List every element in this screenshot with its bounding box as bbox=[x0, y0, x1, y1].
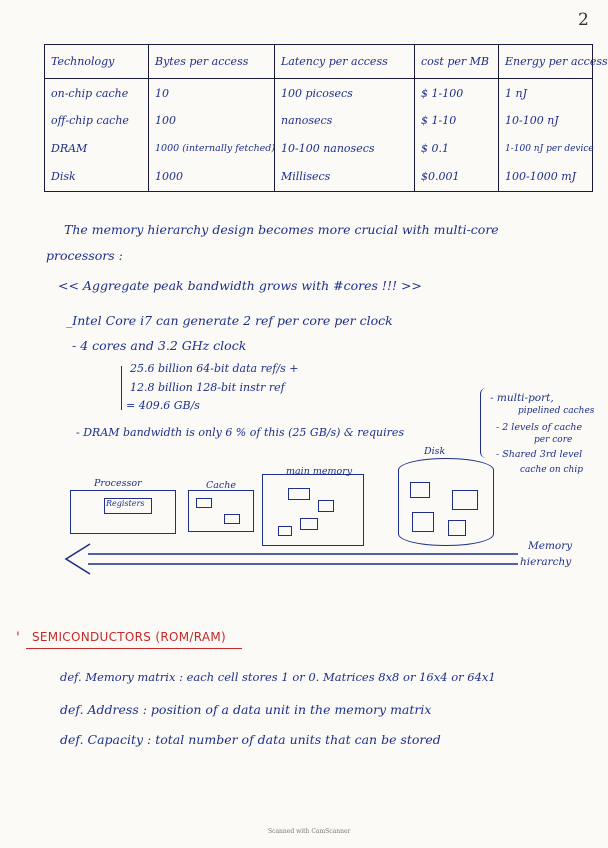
memory-block bbox=[278, 526, 292, 536]
table-cell: 1-100 nJ per device bbox=[499, 135, 593, 163]
bandwidth-line-2: 12.8 billion 128-bit instr ref bbox=[130, 381, 285, 394]
aggregate-bandwidth-note: << Aggregate peak bandwidth grows with #cores !!! >> bbox=[58, 278, 422, 293]
table-cell: DRAM bbox=[45, 135, 149, 163]
definition-capacity: def. Capacity : total number of data units that can be stored bbox=[60, 732, 441, 747]
page-number: 2 bbox=[578, 10, 589, 30]
disk-block bbox=[452, 490, 478, 510]
disk-cylinder bbox=[398, 458, 494, 546]
intel-core-note: _Intel Core i7 can generate 2 ref per core per clock bbox=[66, 313, 393, 328]
table-cell: 100-1000 mJ bbox=[499, 163, 593, 192]
table-cell: $0.001 bbox=[415, 163, 499, 192]
header-energy: Energy per access bbox=[499, 45, 593, 79]
table-cell: $ 1-100 bbox=[415, 79, 499, 108]
table-cell: 100 picosecs bbox=[275, 79, 415, 108]
disk-block bbox=[410, 482, 430, 498]
cores-clock-note: - 4 cores and 3.2 GHz clock bbox=[72, 338, 247, 353]
table-cell: nanosecs bbox=[275, 107, 415, 135]
side-note-4: per core bbox=[534, 435, 573, 445]
arrow-label-1: Memory bbox=[528, 540, 573, 552]
disk-label: Disk bbox=[424, 446, 446, 457]
arrow-label-2: hierarchy bbox=[520, 556, 572, 568]
side-brace bbox=[480, 388, 487, 458]
header-technology: Technology bbox=[45, 45, 149, 79]
bandwidth-line-3: = 409.6 GB/s bbox=[126, 399, 200, 412]
memory-block bbox=[300, 518, 318, 530]
definition-memory-matrix: def. Memory matrix : each cell stores 1 or 0. Matrices 8x8 or 16x4 or 64x1 bbox=[60, 670, 496, 684]
dram-bandwidth-note: - DRAM bandwidth is only 6 % of this (25 GB/s) & requires bbox=[76, 426, 405, 439]
table-cell: 100 bbox=[149, 107, 275, 135]
intro-line-1: The memory hierarchy design becomes more crucial with multi-core bbox=[64, 222, 499, 237]
cache-line-b bbox=[224, 514, 240, 524]
table-cell: 10-100 nJ bbox=[499, 107, 593, 135]
table-header-row bbox=[45, 45, 593, 79]
registers-label: Registers bbox=[106, 499, 145, 508]
section-marker: ' bbox=[16, 630, 20, 646]
table-cell: 10 bbox=[149, 79, 275, 108]
table-cell: 1 nJ bbox=[499, 79, 593, 108]
cache-box bbox=[188, 490, 254, 532]
hierarchy-arrow bbox=[60, 540, 520, 580]
definition-address: def. Address : position of a data unit in the memory matrix bbox=[60, 702, 432, 717]
memory-block bbox=[318, 500, 334, 512]
scanner-footer: Scanned with CamScanner bbox=[268, 828, 351, 835]
table-cell: Millisecs bbox=[275, 163, 415, 192]
table-cell: 1000 (internally fetched) bbox=[149, 135, 275, 163]
table-row bbox=[45, 79, 593, 108]
intro-line-2: processors : bbox=[46, 248, 123, 263]
processor-label: Processor bbox=[94, 478, 142, 489]
bandwidth-line-1: 25.6 billion 64-bit data ref/s + bbox=[130, 362, 299, 375]
side-note-3: - 2 levels of cache bbox=[496, 422, 583, 433]
memory-technology-table bbox=[44, 44, 608, 192]
side-note-1: - multi-port, bbox=[490, 392, 554, 404]
table-cell: off-chip cache bbox=[45, 107, 149, 135]
memory-block bbox=[288, 488, 310, 500]
side-note-6: cache on chip bbox=[520, 465, 583, 475]
table-cell: on-chip cache bbox=[45, 79, 149, 108]
table-row bbox=[45, 163, 593, 192]
table-cell: Disk bbox=[45, 163, 149, 192]
table-cell: $ 1-10 bbox=[415, 107, 499, 135]
disk-block bbox=[448, 520, 466, 536]
section-title: SEMICONDUCTORS (ROM/RAM) bbox=[32, 630, 226, 644]
cache-line-a bbox=[196, 498, 212, 508]
table-row bbox=[45, 107, 593, 135]
table-cell: $ 0.1 bbox=[415, 135, 499, 163]
side-note-5: - Shared 3rd level bbox=[496, 449, 583, 460]
table-row bbox=[45, 135, 593, 163]
table-cell: 1000 bbox=[149, 163, 275, 192]
table-cell: 10-100 nanosecs bbox=[275, 135, 415, 163]
header-cost: cost per MB bbox=[415, 45, 499, 79]
cache-label: Cache bbox=[206, 480, 236, 491]
bracket-line bbox=[121, 366, 122, 410]
main-memory-label: main memory bbox=[286, 466, 353, 477]
header-bytes: Bytes per access bbox=[149, 45, 275, 79]
side-note-2: pipelined caches bbox=[518, 406, 595, 416]
section-underline bbox=[26, 648, 242, 649]
header-latency: Latency per access bbox=[275, 45, 415, 79]
disk-block bbox=[412, 512, 434, 532]
